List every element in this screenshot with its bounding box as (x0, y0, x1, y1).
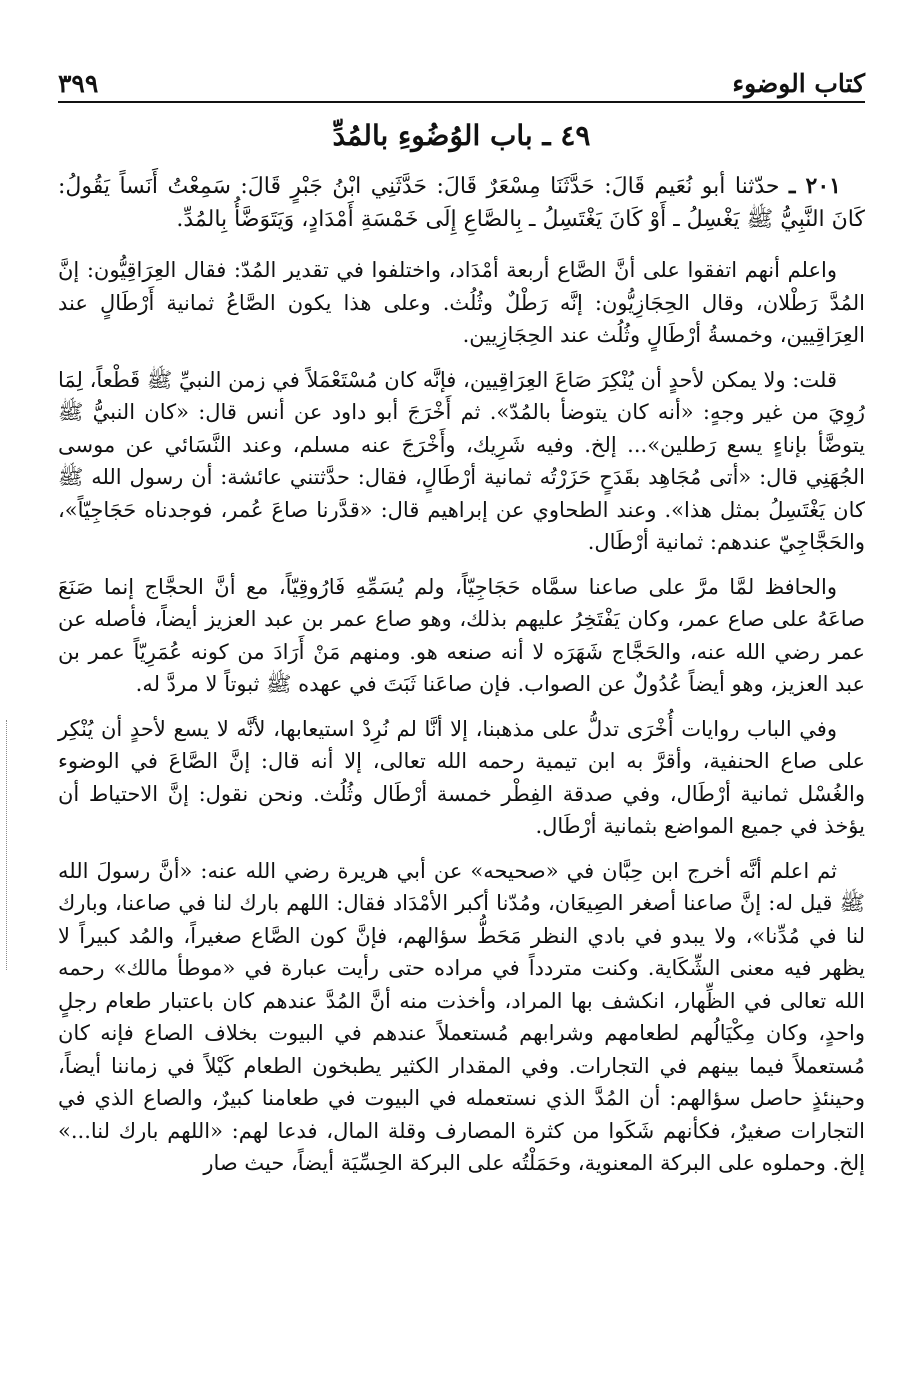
page-body (58, 170, 865, 1192)
header-rule (58, 101, 865, 103)
paragraph: وفي الباب روايات أُخْرَى تدلُّ على مذهبنا، إلا أنَّا لم نُرِدْ استيعابها، لأنَّه لا يسع لأحدٍ أن يُنْكِر على صاع الحنفية، وأقرَّ به ابن تيمية رحمه الله تعالى، إلا أنه قال: إنَّ الصَّاعَ في الوضوء والغُسْل ثمانية أرْطَال، وفي صدقة الفِطْر خمسة أرْطَال وثُلُث. ونحن نقول: إنَّ الاحتياط أن يؤخذ في جميع المواضع بثمانية أرْطَال. (58, 716, 865, 838)
running-title: كتاب الوضوء (732, 69, 865, 98)
margin-scan-mark (6, 720, 11, 970)
paragraph: والحافظ لمَّا مرَّ على صاعنا سمَّاه حَجَاجِيّاً، ولم يُسَمِّهِ فَارُوقِيّاً، مع أنَّ الحجَّاج إنما صَنَعَ صاعَهُ على صاع عمر، وكان يَفْتَخِرُ عليهم بذلك، وهو صاع عمر بن عبد العزيز أيضاً، فأصله عن عمر رضي الله عنه، والحَجَّاج شَهَرَه لا أنه صنعه هو. ومنهم مَنْ أَرَادَ من كونه عُمَرِيّاً عمر بن عبد العزيز، وهو أيضاً عُدُولٌ عن الصواب. فإن صاعَنا ثَبَتَ في عهده ﷺ ثبوتاً لا مردَّ له. (58, 574, 865, 696)
chapter-title: ٤٩ ـ باب الوُضُوءِ بالمُدِّ (332, 119, 591, 152)
page-header (58, 58, 865, 98)
paragraph: واعلم أنهم اتفقوا على أنَّ الصَّاع أربعة أمْدَاد، واختلفوا في تقدير المُدّ: فقال العِرَاقِيُّون: إنَّ المُدَّ رَطْلان، وقال الحِجَازِيُّون: إنَّه رَطْلٌ وثُلُث. وعلى هذا يكون الصَّاعُ ثمانية أَرْطَالٍ عند العِرَاقِيين، وخمسةُ أرْطَالٍ وثُلُث عند الحِجَازِيين. (58, 258, 865, 347)
hadith-number: ٢٠١ ـ (788, 173, 841, 199)
hadith-paragraph (58, 170, 865, 236)
paragraph: ثم اعلم أنَّه أخرج ابن حِبَّان في «صحيحه» عن أبي هريرة رضي الله عنه: «أنَّ رسولَ الله ﷺ قيل له: إنَّ صاعنا أصغر الصِيعَان، ومُدّنا أكبر الأمْدَاد فقال: اللهم بارك لنا في صاعنا، وبارك لنا في مُدِّنا»، ولا يبدو في بادي النظر مَحَطُّ سؤالهم، فإنَّ كون الصَّاع صغيراً، والمُد كبيراً لا يظهر فيه معنى الشِّكَاية. وكنت متردداً في مراده حتى رأيت عبارة في «موطأ مالك» رحمه الله تعالى في الظِّهار، انكشف بها المراد، وأخذت منه أنَّ المُدَّ عندهم كان باعتبار طعام رجلٍ واحدٍ، وكان مِكْيَالُهم لطعامهم وشرابهم مُستعملاً عندهم في البيوت بخلاف الصاع فإنه كان مُستعملاً فيما بينهم في التجارات. وفي المقدار الكثير يطبخون الطعام كَيْلاً في زماننا أيضاً، وحينئذٍ حاصل سؤالهم: أن المُدَّ الذي نستعمله في البيوت في طعامنا كبيرٌ، والصاع الذي في التجارات صغيرٌ، فكأنهم شَكَوا من كثرة المصارف وقلة المال، فدعا لهم: «اللهم بارك لنا...» إلخ. وحملوه على البركة المعنوية، وحَمَلْتُه على البركة الحِسِّيَة أيضاً، حيث صار (58, 858, 865, 1175)
hadith-text: حدّثنا أبو نُعَيم قَالَ: حَدَّثَنَا مِسْعَرٌ قَالَ: حَدَّثَنِي ابْنُ جَبْرٍ قَالَ: سَمِعْتُ أَنَساً يَقُولُ: كَانَ النَّبِيُّ ﷺ يَغْسِلُ ـ أَوْ كَانَ يَغْتَسِلُ ـ بِالصَّاعِ إِلَى خَمْسَةِ أَمْدَادٍ، وَيَتَوَضَّأُ بِالمُدِّ. (58, 174, 865, 232)
paragraph: قلت: ولا يمكن لأحدٍ أن يُنْكِرَ صَاعَ العِرَاقِيين، فإنَّه كان مُسْتَعْمَلاً في زمن النبيِّ ﷺ قَطْعاً، لِمَا رُوِيَ من غير وجهٍ: «أنه كان يتوضأ بالمُدّ». ثم أَخْرَجَ أبو داود عن أنس قال: «كان النبيُّ ﷺ يتوضَّأ بإناءٍ يسع رَطلين»... إلخ. وفيه شَرِيك، وأَخْرَجَ عنه مسلم، وعند النَّسَائي عن موسى الجُهَنِي قال: «أتى مُجَاهِد بقَدَحٍ حَزَرْتُه ثمانية أرْطَالٍ، فقال: حدَّثتني عائشة: أن رسول الله ﷺ كان يَغْتَسِلُ بمثل هذا». وعند الطحاوي عن إبراهيم قال: «قدَّرنا صاعَ عُمر، فوجدناه حَجَاجِيّاً»، والحَجَّاجِيّ عندهم: ثمانية أرْطَال. (58, 367, 865, 554)
page-number: ٣٩٩ (58, 69, 99, 98)
